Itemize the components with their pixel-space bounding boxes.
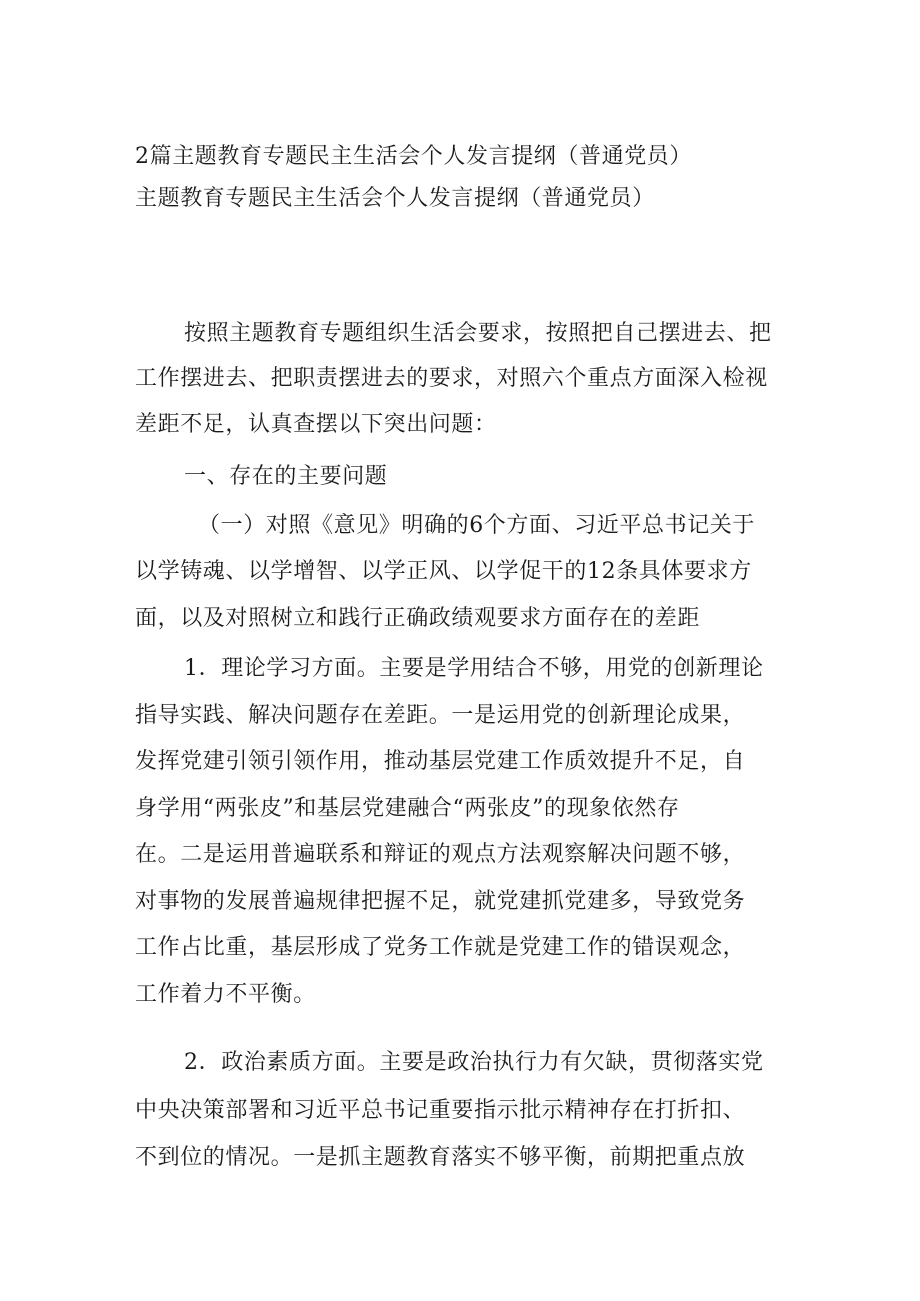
intro-line-1: 按照主题教育专题组织生活会要求，按照把自己摆进去、把 (184, 321, 772, 346)
item1-line-2: 指导实践、解决问题存在差距。一是运用党的创新理论成果， (135, 703, 746, 728)
item1-line-4: 身学用“两张皮”和基层党建融合“两张皮”的现象依然存 (135, 796, 680, 821)
intro-line-3: 差距不足，认真查摆以下突出问题： (135, 412, 497, 437)
subsection-line-1: （一）对照《意见》明确的6个方面、习近平总书记关于 (198, 513, 755, 538)
item1-line-1: 1．理论学习方面。主要是学用结合不够，用党的创新理论 (184, 656, 764, 681)
item2-line-2: 中央决策部署和习近平总书记重要指示批示精神存在打折扣、 (135, 1098, 746, 1123)
document-subtitle: 主题教育专题民主生活会个人发言提纲（普通党员） (135, 186, 655, 211)
document-title: 2篇主题教育专题民主生活会个人发言提纲（普通党员） (135, 144, 692, 169)
item1-line-3: 发挥党建引领引领作用，推动基层党建工作质效提升不足，自 (135, 749, 746, 774)
section-heading: 一、存在的主要问题 (184, 464, 388, 489)
item2-line-1: 2．政治素质方面。主要是政治执行力有欠缺，贯彻落实党 (184, 1050, 764, 1075)
intro-line-2: 工作摆进去、把职责摆进去的要求，对照六个重点方面深入检视 (135, 366, 768, 391)
subsection-line-2: 以学铸魂、以学增智、以学正风、以学促干的12条具体要求方 (135, 559, 752, 584)
item1-line-6: 对事物的发展普遍规律把握不足，就党建抓党建多，导致党务 (135, 889, 746, 914)
item1-line-5: 在。二是运用普遍联系和辩证的观点方法观察解决问题不够， (135, 842, 746, 867)
item2-line-3: 不到位的情况。一是抓主题教育落实不够平衡，前期把重点放 (135, 1145, 746, 1170)
item1-line-7: 工作占比重，基层形成了党务工作就是党建工作的错误观念， (135, 935, 746, 960)
subsection-line-3: 面，以及对照树立和践行正确政绩观要求方面存在的差距 (135, 606, 701, 631)
item1-line-8: 工作着力不平衡。 (135, 982, 316, 1007)
